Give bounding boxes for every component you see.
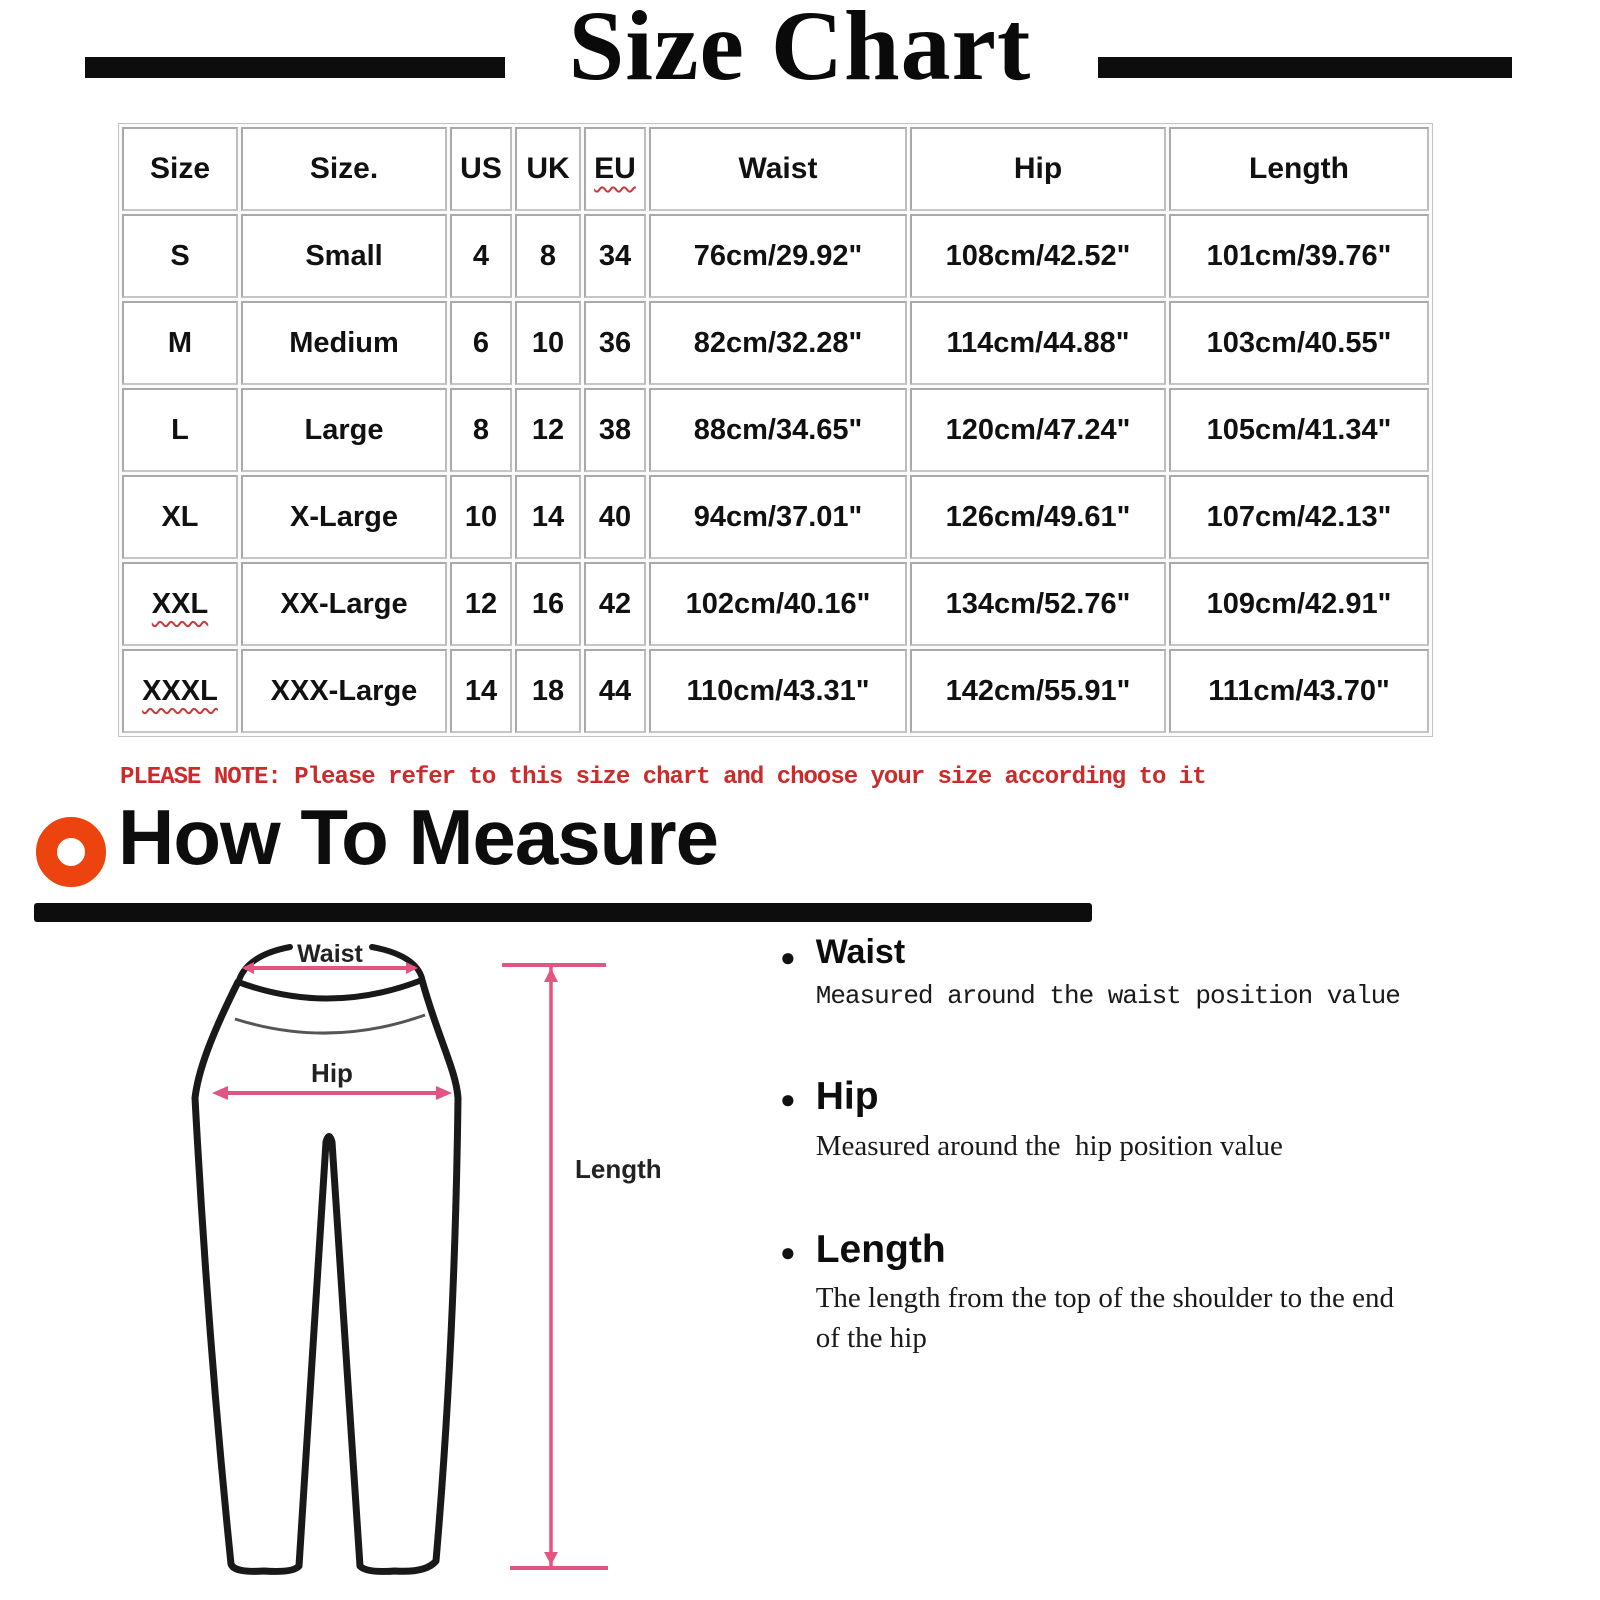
table-header-row	[122, 127, 1429, 211]
header-waist: Waist	[649, 127, 907, 211]
page-title: Size Chart	[568, 0, 1032, 101]
measure-item-hip	[780, 1076, 1500, 1166]
table-row: S Small 4 8 34 76cm/29.92" 108cm/42.52" 101cm/39.76"	[122, 214, 1429, 298]
measure-item-label: Hip	[815, 1075, 879, 1119]
measure-item-description: Measured around the hip position value	[815, 1130, 1283, 1163]
measure-item-label: Length	[815, 1227, 946, 1271]
measure-definitions	[780, 934, 1500, 1420]
length-arrow-down	[544, 1552, 558, 1565]
waist-rim-left-arc	[239, 947, 290, 980]
bullet-icon: ●	[780, 1236, 796, 1267]
header-size-name: Size.	[241, 127, 447, 211]
table-row: XL X-Large 10 14 40 94cm/37.01" 126cm/49.61" 107cm/42.13"	[122, 475, 1429, 559]
ring-icon	[36, 817, 106, 887]
header-hip: Hip	[910, 127, 1166, 211]
measure-item-label: Waist	[815, 933, 906, 971]
table-row: M Medium 6 10 36 82cm/32.28" 114cm/44.88" 103cm/40.55"	[122, 301, 1429, 385]
header-eu: EU	[584, 127, 646, 211]
diagram-waist-label: Waist	[297, 940, 363, 968]
length-arrow-up	[544, 968, 558, 982]
how-to-measure-heading: How To Measure	[118, 793, 718, 881]
measure-item-length	[780, 1229, 1500, 1358]
size-note: PLEASE NOTE: Please refer to this size chart and choose your size according to it	[120, 764, 1206, 791]
table-row: L Large 8 12 38 88cm/34.65" 120cm/47.24" 105cm/41.34"	[122, 388, 1429, 472]
measure-item-description: The length from the top of the shoulder to the end of the hip	[815, 1282, 1402, 1354]
diagram-length-label: Length	[575, 1154, 662, 1184]
header-uk: UK	[515, 127, 581, 211]
waist-rim-right-arc	[372, 947, 422, 978]
size-chart-table	[118, 123, 1433, 737]
size-chart-table-wrap	[118, 123, 1433, 737]
header-size: Size	[122, 127, 238, 211]
measure-item-description: Measured around the waist position value	[815, 981, 1400, 1012]
measure-item-waist	[780, 934, 1500, 1014]
diagram-hip-label: Hip	[311, 1058, 353, 1088]
bullet-icon: ●	[780, 1084, 796, 1115]
header-length: Length	[1169, 127, 1429, 211]
header-us: US	[450, 127, 512, 211]
table-row: XXXL XXX-Large 14 18 44 110cm/43.31" 142cm/55.91" 111cm/43.70"	[122, 649, 1429, 733]
bullet-icon: ●	[780, 942, 796, 972]
table-row: XXL XX-Large 12 16 42 102cm/40.16" 134cm/52.76" 109cm/42.91"	[122, 562, 1429, 646]
title-rule-right	[1098, 57, 1512, 78]
title-section	[0, 0, 1600, 120]
